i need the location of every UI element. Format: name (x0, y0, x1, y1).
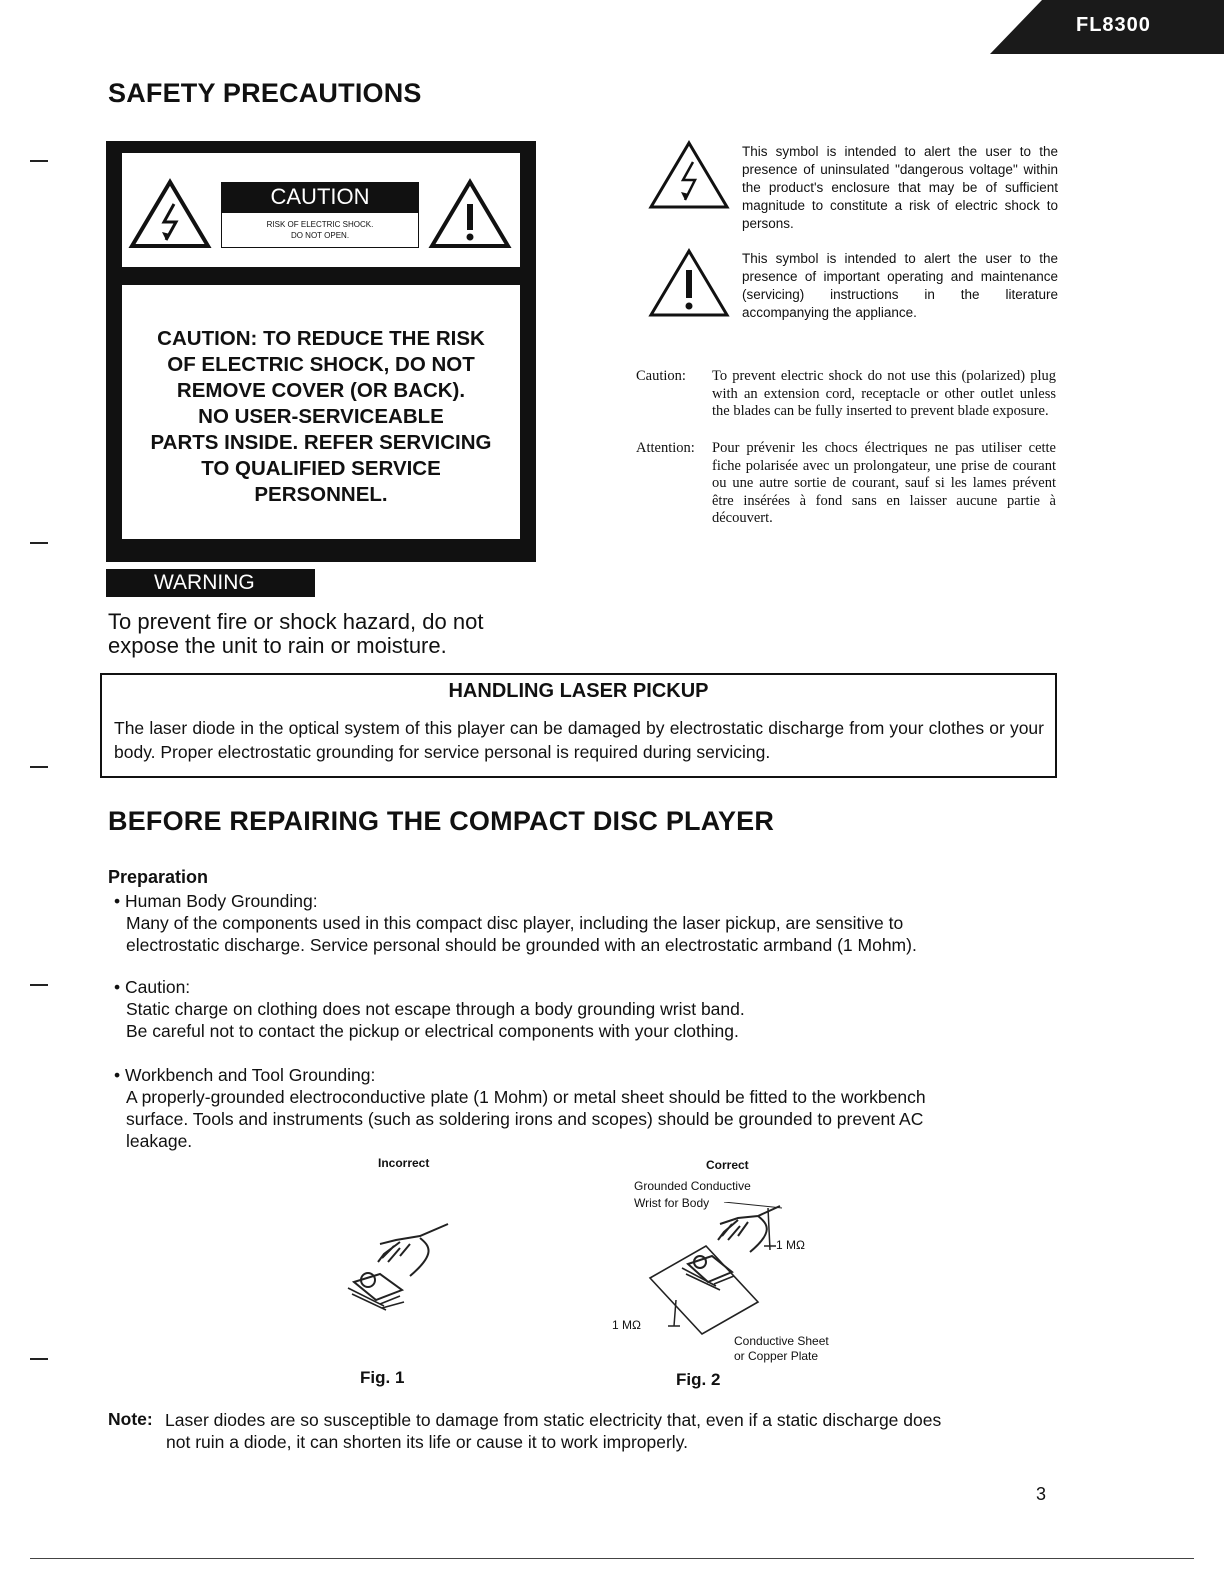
fig2-caption: Correct (706, 1158, 749, 1172)
list-item-heading: • Human Body Grounding: (114, 891, 318, 911)
warning-line: expose the unit to rain or moisture. (108, 633, 447, 658)
fig2-label: Fig. 2 (676, 1370, 721, 1389)
list-item-text: A properly-grounded electroconductive plate (1 Mohm) or metal sheet should be fitted to the workbench (126, 1087, 926, 1107)
instructions-symbol-description: This symbol is intended to alert the user to the presence of important operating and maintenance (servicing) instructions in the literature accompanying the appliance. (742, 251, 1058, 320)
list-item-text: electrostatic discharge. Service personal should be grounded with an electrostatic armband (1 Mohm). (126, 935, 917, 955)
wrist-strap-line: Wrist for Body (634, 1196, 710, 1210)
note-line: Laser diodes are so susceptible to damage from static electricity that, even if a static discharge does (165, 1410, 942, 1430)
caution-line: CAUTION: TO REDUCE THE RISK (157, 327, 485, 350)
list-item-heading: • Workbench and Tool Grounding: (114, 1065, 376, 1085)
caution-small-notice (221, 212, 419, 248)
conductive-sheet-label (734, 1334, 829, 1364)
warning-badge: WARNING (106, 569, 315, 597)
caution-small-line: RISK OF ELECTRIC SHOCK. (266, 220, 374, 229)
laser-pickup-text: The laser diode in the optical system of this player can be damaged by electrostatic discharge from your clothes or your body. Proper electrostatic grounding for service personal is required during servicing. (114, 718, 1044, 762)
list-item-text: Be careful not to contact the pickup or electrical components with your clothing. (126, 1021, 739, 1041)
caution-line: PARTS INSIDE. REFER SERVICING (150, 431, 492, 454)
caution-badge: CAUTION (221, 182, 419, 212)
plug-attention-label: Attention: (636, 440, 695, 456)
plug-caution-label: Caution: (636, 368, 686, 384)
note-label: Note: (108, 1409, 153, 1429)
preparation-heading: Preparation (108, 867, 209, 887)
caution-line: OF ELECTRIC SHOCK, DO NOT (167, 353, 475, 376)
grounded-workbench-illustration (646, 1202, 796, 1342)
list-item-text: Static charge on clothing does not escape through a body grounding wrist band. (126, 999, 745, 1019)
margin-mark (30, 542, 48, 544)
list-item-text: leakage. (126, 1131, 193, 1151)
warning-text (108, 610, 538, 658)
caution-line: TO QUALIFIED SERVICE (201, 457, 441, 480)
list-item (114, 1064, 1074, 1152)
list-item-heading: • Caution: (114, 977, 191, 997)
conductive-sheet-line: or Copper Plate (734, 1349, 819, 1363)
exclamation-warning-icon (428, 178, 512, 250)
wrist-strap-line: Grounded Conductive (634, 1179, 751, 1193)
margin-mark (30, 766, 48, 768)
hand-touching-pickup-illustration (340, 1218, 460, 1318)
caution-line: PERSONNEL. (254, 483, 388, 506)
caution-line: NO USER-SERVICEABLE (198, 405, 444, 428)
model-number: FL8300 (1076, 14, 1151, 36)
lightning-symbol-icon (648, 140, 730, 210)
margin-mark (30, 160, 48, 162)
margin-mark (30, 984, 48, 986)
list-item (114, 890, 1074, 956)
list-item-text: surface. Tools and instruments (such as soldering irons and scopes) should be grounded to prevent AC (126, 1109, 924, 1129)
lightning-warning-icon (128, 178, 212, 250)
margin-mark (30, 1358, 48, 1360)
fig1-label: Fig. 1 (360, 1368, 405, 1387)
note-text (166, 1409, 1076, 1453)
list-item (114, 976, 1074, 1042)
voltage-symbol-description: This symbol is intended to alert the user to the presence of uninsulated "dangerous voltage" within the product's enclosure that may be of sufficient magnitude to constitute a risk of electric shock to persons. (742, 144, 1058, 231)
caution-small-line: DO NOT OPEN. (290, 231, 350, 240)
plug-caution-text: To prevent electric shock do not use this (polarized) plug with an extension cord, receptacle or other outlet unless the blades can be fully inserted to prevent blade exposure. (712, 368, 1056, 419)
list-item-text: Many of the components used in this compact disc player, including the laser pickup, are sensitive to (126, 913, 904, 933)
note-line: not ruin a diode, it can shorten its life or cause it to work improperly. (166, 1432, 689, 1452)
caution-main-text (132, 326, 510, 508)
page-number: 3 (1036, 1484, 1047, 1504)
caution-line: REMOVE COVER (OR BACK). (176, 379, 466, 402)
footer-rule (30, 1558, 1194, 1559)
laser-pickup-title: HANDLING LASER PICKUP (448, 680, 709, 702)
resistor-bottom-label: 1 MΩ (612, 1318, 641, 1332)
resistor-top-label: 1 MΩ (776, 1238, 805, 1252)
plug-attention-text: Pour prévenir les chocs électriques ne pas utiliser cette fiche polarisée avec un prolongateur, une prise de courant ou une autre sortie de courant, sauf si les lames prévent être insérées à fond sans en laisser aucune partie à découvert. (712, 440, 1056, 526)
repair-section-title: BEFORE REPAIRING THE COMPACT DISC PLAYER (108, 806, 775, 836)
fig1-caption: Incorrect (378, 1156, 430, 1170)
page-title: SAFETY PRECAUTIONS (108, 78, 422, 108)
exclamation-symbol-icon (648, 248, 730, 318)
warning-line: To prevent fire or shock hazard, do not (108, 609, 484, 634)
conductive-sheet-line: Conductive Sheet (734, 1334, 829, 1348)
